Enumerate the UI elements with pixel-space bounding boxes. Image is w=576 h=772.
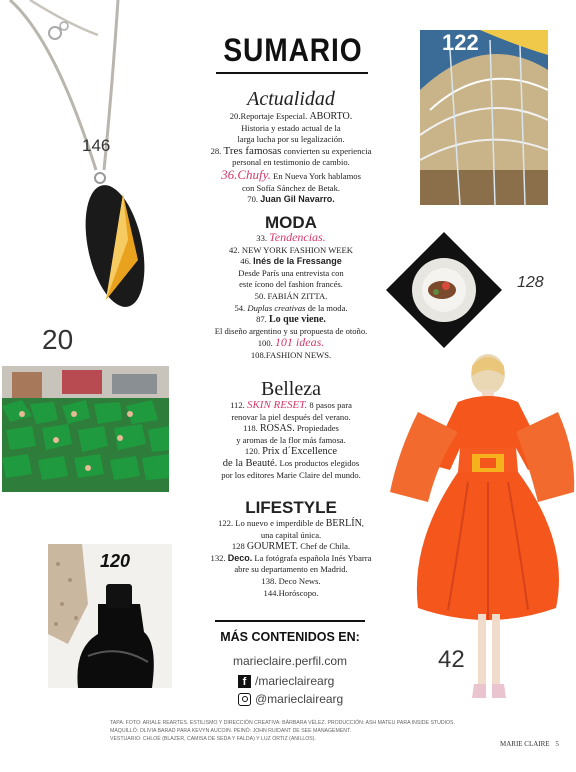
page-footer	[500, 740, 559, 748]
credits-line-3: VESTUARIO: CHLOÉ (BLAZER, CAMISA DE SEDA Y FALDA) Y LUZ ORTIZ (ANILLOS).	[110, 736, 316, 742]
protest-image	[2, 366, 169, 492]
actualidad-item-1-desc: Historia y estado actual de la	[241, 122, 341, 133]
section-belleza	[176, 378, 406, 481]
page-title: SUMARIO	[223, 32, 363, 68]
section-actualidad	[176, 88, 406, 206]
more-url[interactable]: marieclaire.perfil.com	[232, 654, 348, 668]
moda-item-2: 42. NEW YORK FASHION WEEK	[228, 244, 354, 255]
belleza-heading: Belleza	[261, 378, 321, 400]
necklace-image	[0, 0, 180, 340]
necklace-page-number: 146	[82, 136, 111, 155]
moda-item-4: 50. FABIÁN ZITTA.	[254, 290, 328, 301]
actualidad-heading: Actualidad	[247, 88, 335, 110]
moda-item-5: 54. Duplas creativas de la moda.	[234, 302, 348, 313]
actualidad-item-4: 70. Juan Gil Navarro.	[247, 194, 335, 205]
moda-heading: MODA	[265, 213, 317, 232]
moda-item-3-desc2: este ícono del fashion francés.	[239, 279, 343, 290]
lifestyle-item-2: 128 GOURMET. Chef de Chila.	[231, 541, 351, 553]
instagram-link[interactable]	[238, 690, 343, 708]
building-page-number: 122	[442, 30, 479, 55]
actualidad-item-2-desc: personal en testimonio de cambio.	[232, 157, 350, 168]
actualidad-item-3-desc: con Sofía Sánchez de Betak.	[241, 182, 341, 193]
moda-item-8: 108.FASHION NEWS.	[250, 349, 332, 360]
belleza-item-3-line2: de la Beauté. Los productos elegidos	[222, 457, 360, 469]
actualidad-item-1: 20.Reportaje Especial. ABORTO.	[229, 111, 353, 122]
plate-page-number: 128	[517, 274, 544, 291]
facebook-icon: f	[238, 675, 251, 688]
belleza-item-2: 118. ROSAS. Propiedades	[243, 423, 339, 435]
title-underline	[216, 72, 368, 74]
lifestyle-item-1: 122. Lo nuevo e imperdible de BERLÍN,	[218, 518, 364, 529]
lifestyle-item-3: 132. Deco. La fotógrafa española Inés Ybarra	[210, 552, 372, 563]
actualidad-item-3: 36.Chufy. En Nueva York hablamos	[221, 166, 361, 182]
credits-line-2: MAQUILLÓ: OLIVIA BARAD PARA KEVYN AUCOIN. PEINÓ: JOHN RUIDANT DE SEE MANAGEMENT.	[110, 728, 352, 734]
facebook-handle: /marieclairearg	[255, 674, 335, 688]
moda-item-3-desc: Desde París una entrevista con	[238, 267, 344, 278]
fashion-image	[388, 352, 576, 704]
perfume-page-number: 120	[100, 551, 131, 571]
belleza-item-1-desc: renovar la piel después del verano.	[231, 411, 351, 422]
instagram-icon	[238, 693, 251, 706]
section-lifestyle	[176, 498, 406, 599]
lifestyle-heading: LIFESTYLE	[245, 498, 337, 517]
magazine-name: MARIE CLAIRE	[500, 740, 550, 748]
moda-item-1: 33. Tendencias.	[256, 230, 326, 244]
more-divider	[215, 620, 365, 622]
credits-line-1: TAPA: FOTO: ARIALE REARTES. ESTILISMO Y DIRECCIÓN CREATIVA: BÁRBARA VÉLEZ. PRODUCCIÓN: ASH MATEU PARA INSIDE STUDIOS.	[110, 720, 455, 726]
moda-item-3: 46. Inés de la Fressange	[240, 256, 342, 267]
lifestyle-item-1-desc: una capital única.	[260, 529, 322, 540]
belleza-item-1: 112. SKIN RESET. 8 pasos para	[230, 399, 352, 411]
moda-item-6: 87. Lo que viene.	[256, 314, 326, 326]
page-number: 5	[555, 740, 559, 748]
belleza-item-2-desc: y aromas de la flor más famosa.	[236, 434, 346, 445]
lifestyle-item-3-desc: abre su departamento en Madrid.	[234, 564, 348, 575]
lifestyle-item-4: 138. Deco News.	[261, 575, 321, 586]
lifestyle-item-5: 144.Horóscopo.	[263, 587, 319, 598]
actualidad-item-1-desc2: larga lucha por su legalización.	[237, 134, 345, 145]
more-heading: MÁS CONTENIDOS EN:	[220, 630, 360, 644]
actualidad-item-2: 28. Tres famosas convierten su experiencia	[210, 144, 372, 157]
belleza-item-3: 120. Prix d´Excellence	[244, 446, 338, 458]
building-image	[420, 30, 548, 205]
belleza-item-3-desc: por los editores Marie Claire del mundo.	[221, 469, 361, 480]
moda-item-7: 100. 101 ideas.	[257, 335, 325, 350]
fashion-page-number: 42	[438, 646, 465, 673]
photo-credits	[110, 719, 490, 743]
protest-page-number: 20	[42, 324, 74, 355]
moda-item-6-desc: El diseño argentino y su propuesta de otoño.	[214, 325, 368, 336]
facebook-link[interactable]	[238, 672, 334, 690]
section-moda	[176, 214, 406, 362]
instagram-handle: @marieclairearg	[255, 692, 344, 706]
